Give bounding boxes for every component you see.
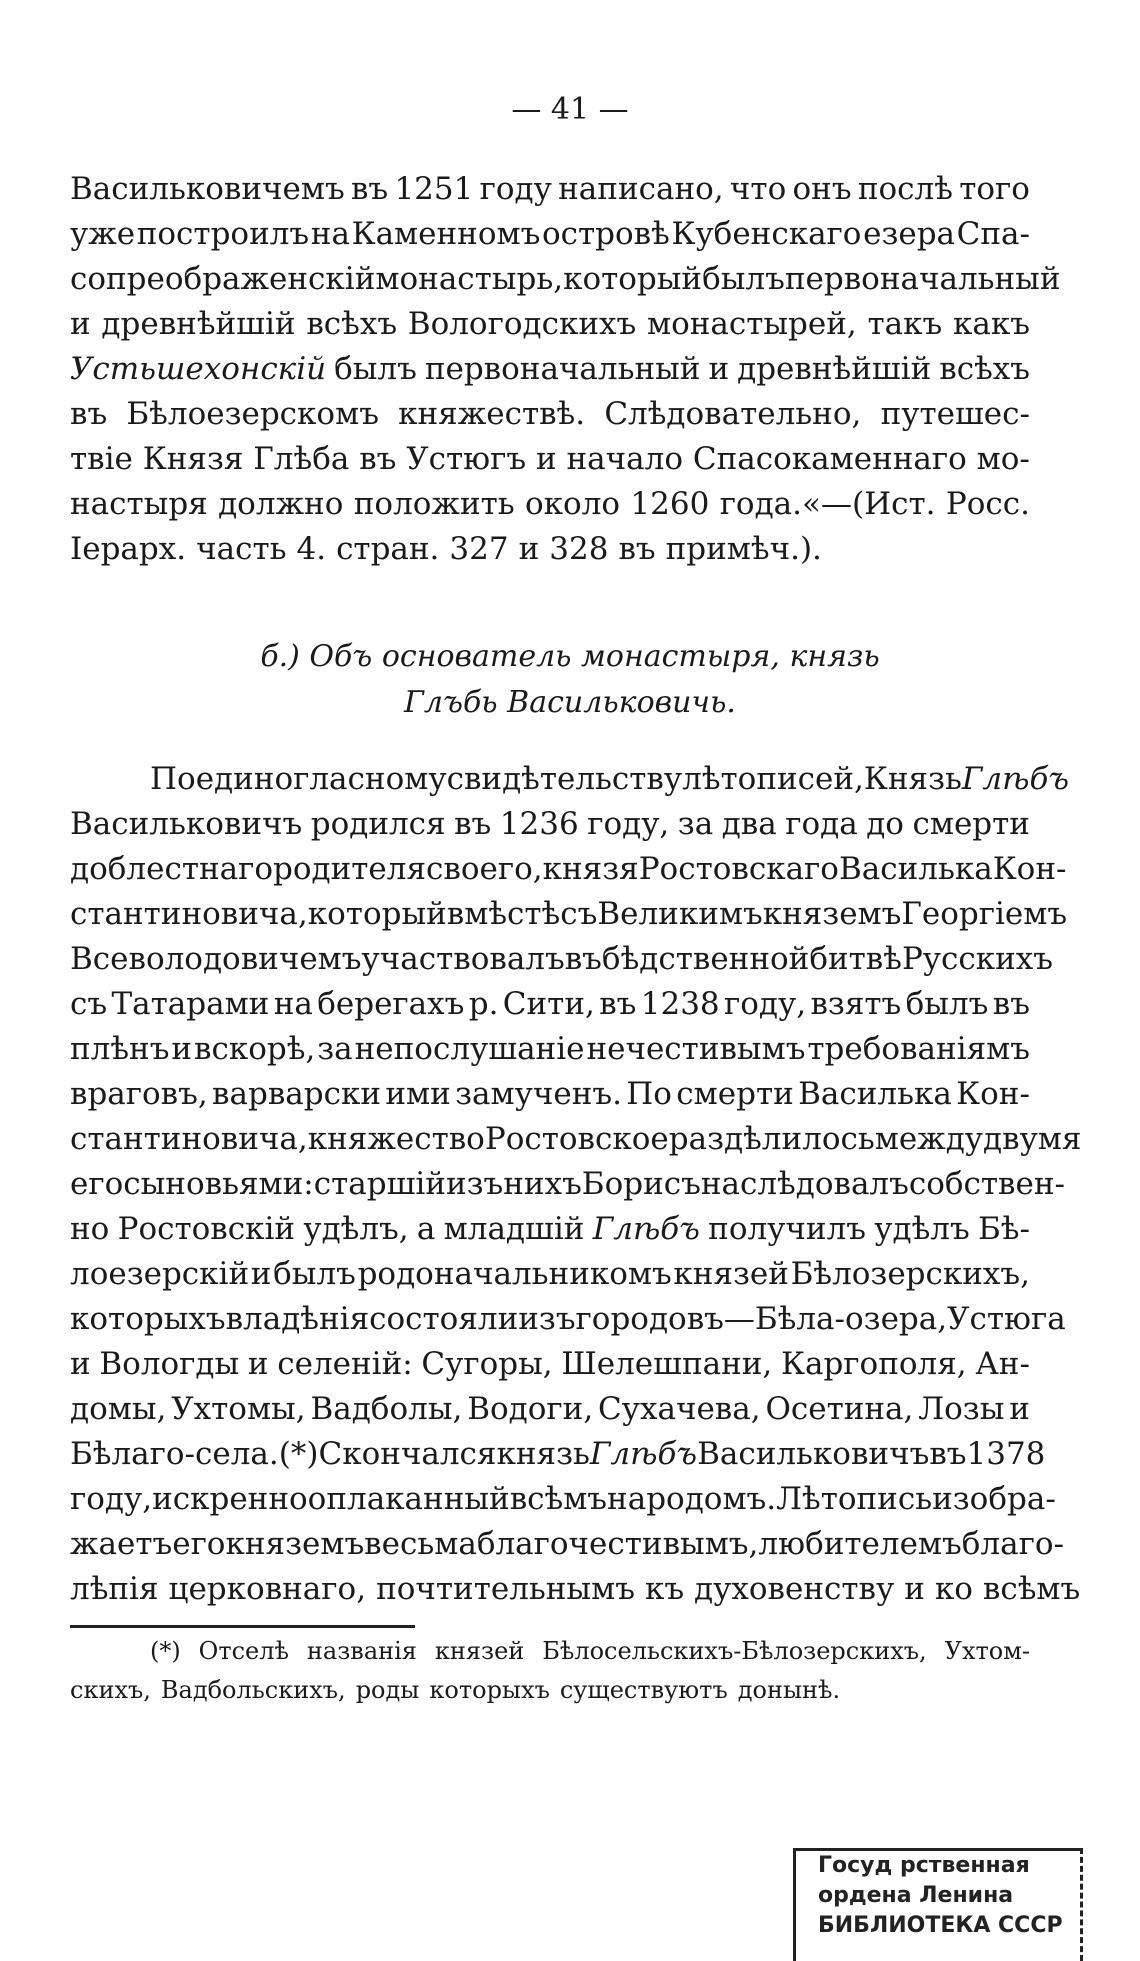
text-line: Устьшехонскій былъ первоначальный и древнѣйшій всѣхъ [70, 351, 1030, 387]
text-line: стантиновича, княжество Ростовское раздѣлилось между двумя [70, 1121, 1082, 1157]
text-line: (*) Отселѣ названія князей Бѣлосельскихъ-Бѣлозерскихъ, Ухтом- [150, 1637, 1030, 1665]
paragraph-2 [70, 757, 1082, 1612]
text-line: въ Бѣлоезерскомъ княжествѣ. Слѣдовательно, путешес- [70, 396, 1030, 432]
section-heading-line-1: б.) Объ основатель монастыря, князь [260, 639, 880, 674]
text-line: скихъ, Вадбольскихъ, роды которыхъ существуютъ донынѣ. [70, 1676, 841, 1704]
text-line: Іерарх. часть 4. стран. 327 и 328 въ примѣч.). [70, 531, 822, 567]
text-line: твіе Князя Глѣба въ Устюгъ и начало Спасокаменнаго мо- [70, 441, 1030, 477]
text-line: которыхъ владѣнія состояли изъ городовъ—Бѣла-озера, Устюга [70, 1301, 1066, 1337]
text-line: жаетъ его княземъ весьма благочестивымъ, любителемъ благо- [70, 1526, 1064, 1562]
text-line: доблестнаго родителя своего, князя Ростовскаго Василька Кон- [70, 851, 1067, 887]
paragraph-1 [70, 167, 1061, 572]
footnote-divider [70, 1625, 415, 1628]
text-line: настыря должно положить около 1260 года.«—(Ист. Росс. [70, 486, 1030, 522]
text-line: уже построилъ на Каменномъ островѣ Кубенскаго езера Спа- [70, 216, 1030, 252]
text-line: стантиновича, который вмѣстѣ съ Великимъ княземъ Георгіемъ [70, 896, 1068, 932]
text-line: враговъ, варварски ими замученъ. По смерти Василька Кон- [70, 1076, 1030, 1112]
text-line: году, искренно оплаканный всѣмъ народомъ. Лѣтопись изобра- [70, 1481, 1056, 1517]
text-line: лѣпія церковнаго, почтительнымъ къ духовенству и ко всѣмъ [70, 1571, 1081, 1607]
text-line: плѣнъ и вскорѣ, за непослушаніе нечестивымъ требованіямъ [70, 1031, 1030, 1067]
text-line: Васильковичъ родился въ 1236 году, за два года до смерти [70, 806, 1030, 842]
text-line: домы, Ухтомы, Вадболы, Водоги, Сухачева, Осетина, Лозы и [70, 1391, 1030, 1427]
text-line: и древнѣйшій всѣхъ Вологодскихъ монастырей, такъ какъ [70, 306, 1030, 342]
text-line: и Вологды и селеній: Сугоры, Шелешпани, Каргополя, Ан- [70, 1346, 1030, 1382]
text-line: Всеволодовичемъ участвовалъ въ бѣдственной битвѣ Русскихъ [70, 941, 1054, 977]
text-line: По единогласному свидѣтельству лѣтописей, Князь Глѣбъ [150, 761, 1070, 797]
library-stamp [793, 1848, 1083, 1961]
text-line: сопреображенскій монастырь, который былъ первоначальный [70, 261, 1061, 297]
text-line: съ Татарами на берегахъ р. Сити, въ 1238 году, взятъ былъ въ [70, 986, 1030, 1022]
text-line: Бѣлаго-села. (*) Скончался князь Глѣбъ Васильковичъ въ 1378 [70, 1436, 1046, 1472]
stamp-line: ордена Ленина [818, 1883, 1014, 1908]
section-heading-line-2: Глъбь Васильковичь. [404, 685, 736, 720]
text-line: но Ростовскій удѣлъ, а младшій Глѣбъ получилъ удѣлъ Бѣ- [70, 1211, 1030, 1247]
page-number: — 41 — [511, 92, 629, 127]
footnote [70, 1632, 1030, 1710]
text-line: лоезерскій и былъ родоначальникомъ князей Бѣлозерскихъ, [70, 1256, 1030, 1292]
stamp-line: Госуд рственная [818, 1853, 1030, 1878]
stamp-line: БИБЛИОТЕКА СССР [818, 1913, 1063, 1938]
text-line: его сыновьями: старшій изъ нихъ Борисъ наслѣдовалъ собствен- [70, 1166, 1065, 1202]
text-line: Васильковичемъ въ 1251 году написано, что онъ послѣ того [70, 171, 1030, 207]
